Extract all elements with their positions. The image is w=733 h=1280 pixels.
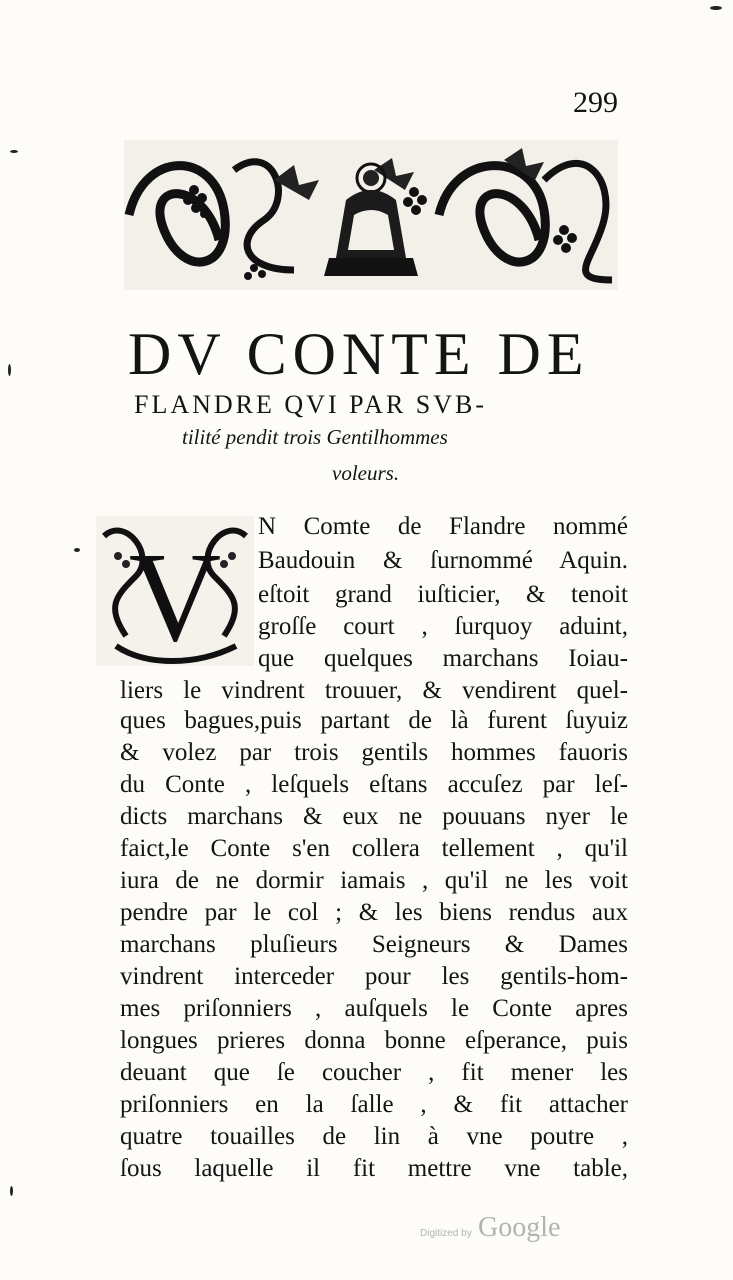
- body-line-14: marchans pluſieurs Seigneurs & Dames: [120, 931, 628, 958]
- body-line-20: quatre touailles de lin à vne poutre ,: [120, 1123, 628, 1150]
- ink-speck: [10, 1186, 13, 1196]
- body-line-18: deuant que ſe coucher , fit mener les: [120, 1059, 628, 1086]
- decorated-initial: [96, 516, 254, 666]
- watermark-prefix: Digitized by: [420, 1228, 472, 1239]
- body-line-4: groſſe court , ſurquoy aduint,: [258, 613, 628, 640]
- ink-speck: [8, 364, 11, 376]
- body-line-5: que quelques marchans Ioiau-: [258, 645, 628, 672]
- dropcap-letter: V: [128, 526, 222, 666]
- body-line-7: ques bagues,puis partant de là furent ſuyuiz: [120, 707, 628, 734]
- body-line-2: Baudouin & ſurnommé Aquin.: [258, 547, 628, 574]
- chapter-subtitle-italic-end: voleurs.: [332, 461, 400, 485]
- chapter-subtitle: FLANDRE QVI PAR SVB-: [134, 390, 488, 419]
- ink-speck: [710, 6, 722, 10]
- body-line-8: & volez par trois gentils hommes fauoris: [120, 739, 628, 766]
- body-line-11: faict,le Conte s'en collera tellement , qu'il: [120, 835, 628, 862]
- body-line-19: priſonniers en la ſalle , & fit attacher: [120, 1091, 628, 1118]
- digitized-watermark: [420, 1208, 580, 1248]
- chapter-subtitle-italic: tilité pendit trois Gentilhommes: [182, 425, 448, 449]
- body-line-12: iura de ne dormir iamais , qu'il ne les voit: [120, 867, 628, 894]
- ink-speck: [10, 150, 18, 153]
- ink-speck: [74, 548, 80, 552]
- page-number: 299: [573, 86, 618, 119]
- watermark-brand: Google: [478, 1212, 561, 1243]
- body-line-15: vindrent interceder pour les gentils-hom-: [120, 963, 628, 990]
- body-line-6: liers le vindrent trouuer, & vendirent quel-: [120, 677, 628, 704]
- vine-ornament-banner: [124, 140, 618, 290]
- body-line-1: N Comte de Flandre nommé: [258, 513, 628, 540]
- body-line-17: longues prieres donna bonne eſperance, puis: [120, 1027, 628, 1054]
- body-line-13: pendre par le col ; & les biens rendus aux: [120, 899, 628, 926]
- body-line-10: dicts marchans & eux ne pouuans nyer le: [120, 803, 628, 830]
- chapter-title: DV CONTE DE: [128, 321, 590, 387]
- body-line-21: ſous laquelle il fit mettre vne table,: [120, 1155, 628, 1182]
- body-line-9: du Conte , leſquels eſtans accuſez par leſ-: [120, 771, 628, 798]
- body-line-3: eſtoit grand iuſticier, & tenoit: [258, 581, 628, 608]
- body-line-16: mes priſonniers , auſquels le Conte apres: [120, 995, 628, 1022]
